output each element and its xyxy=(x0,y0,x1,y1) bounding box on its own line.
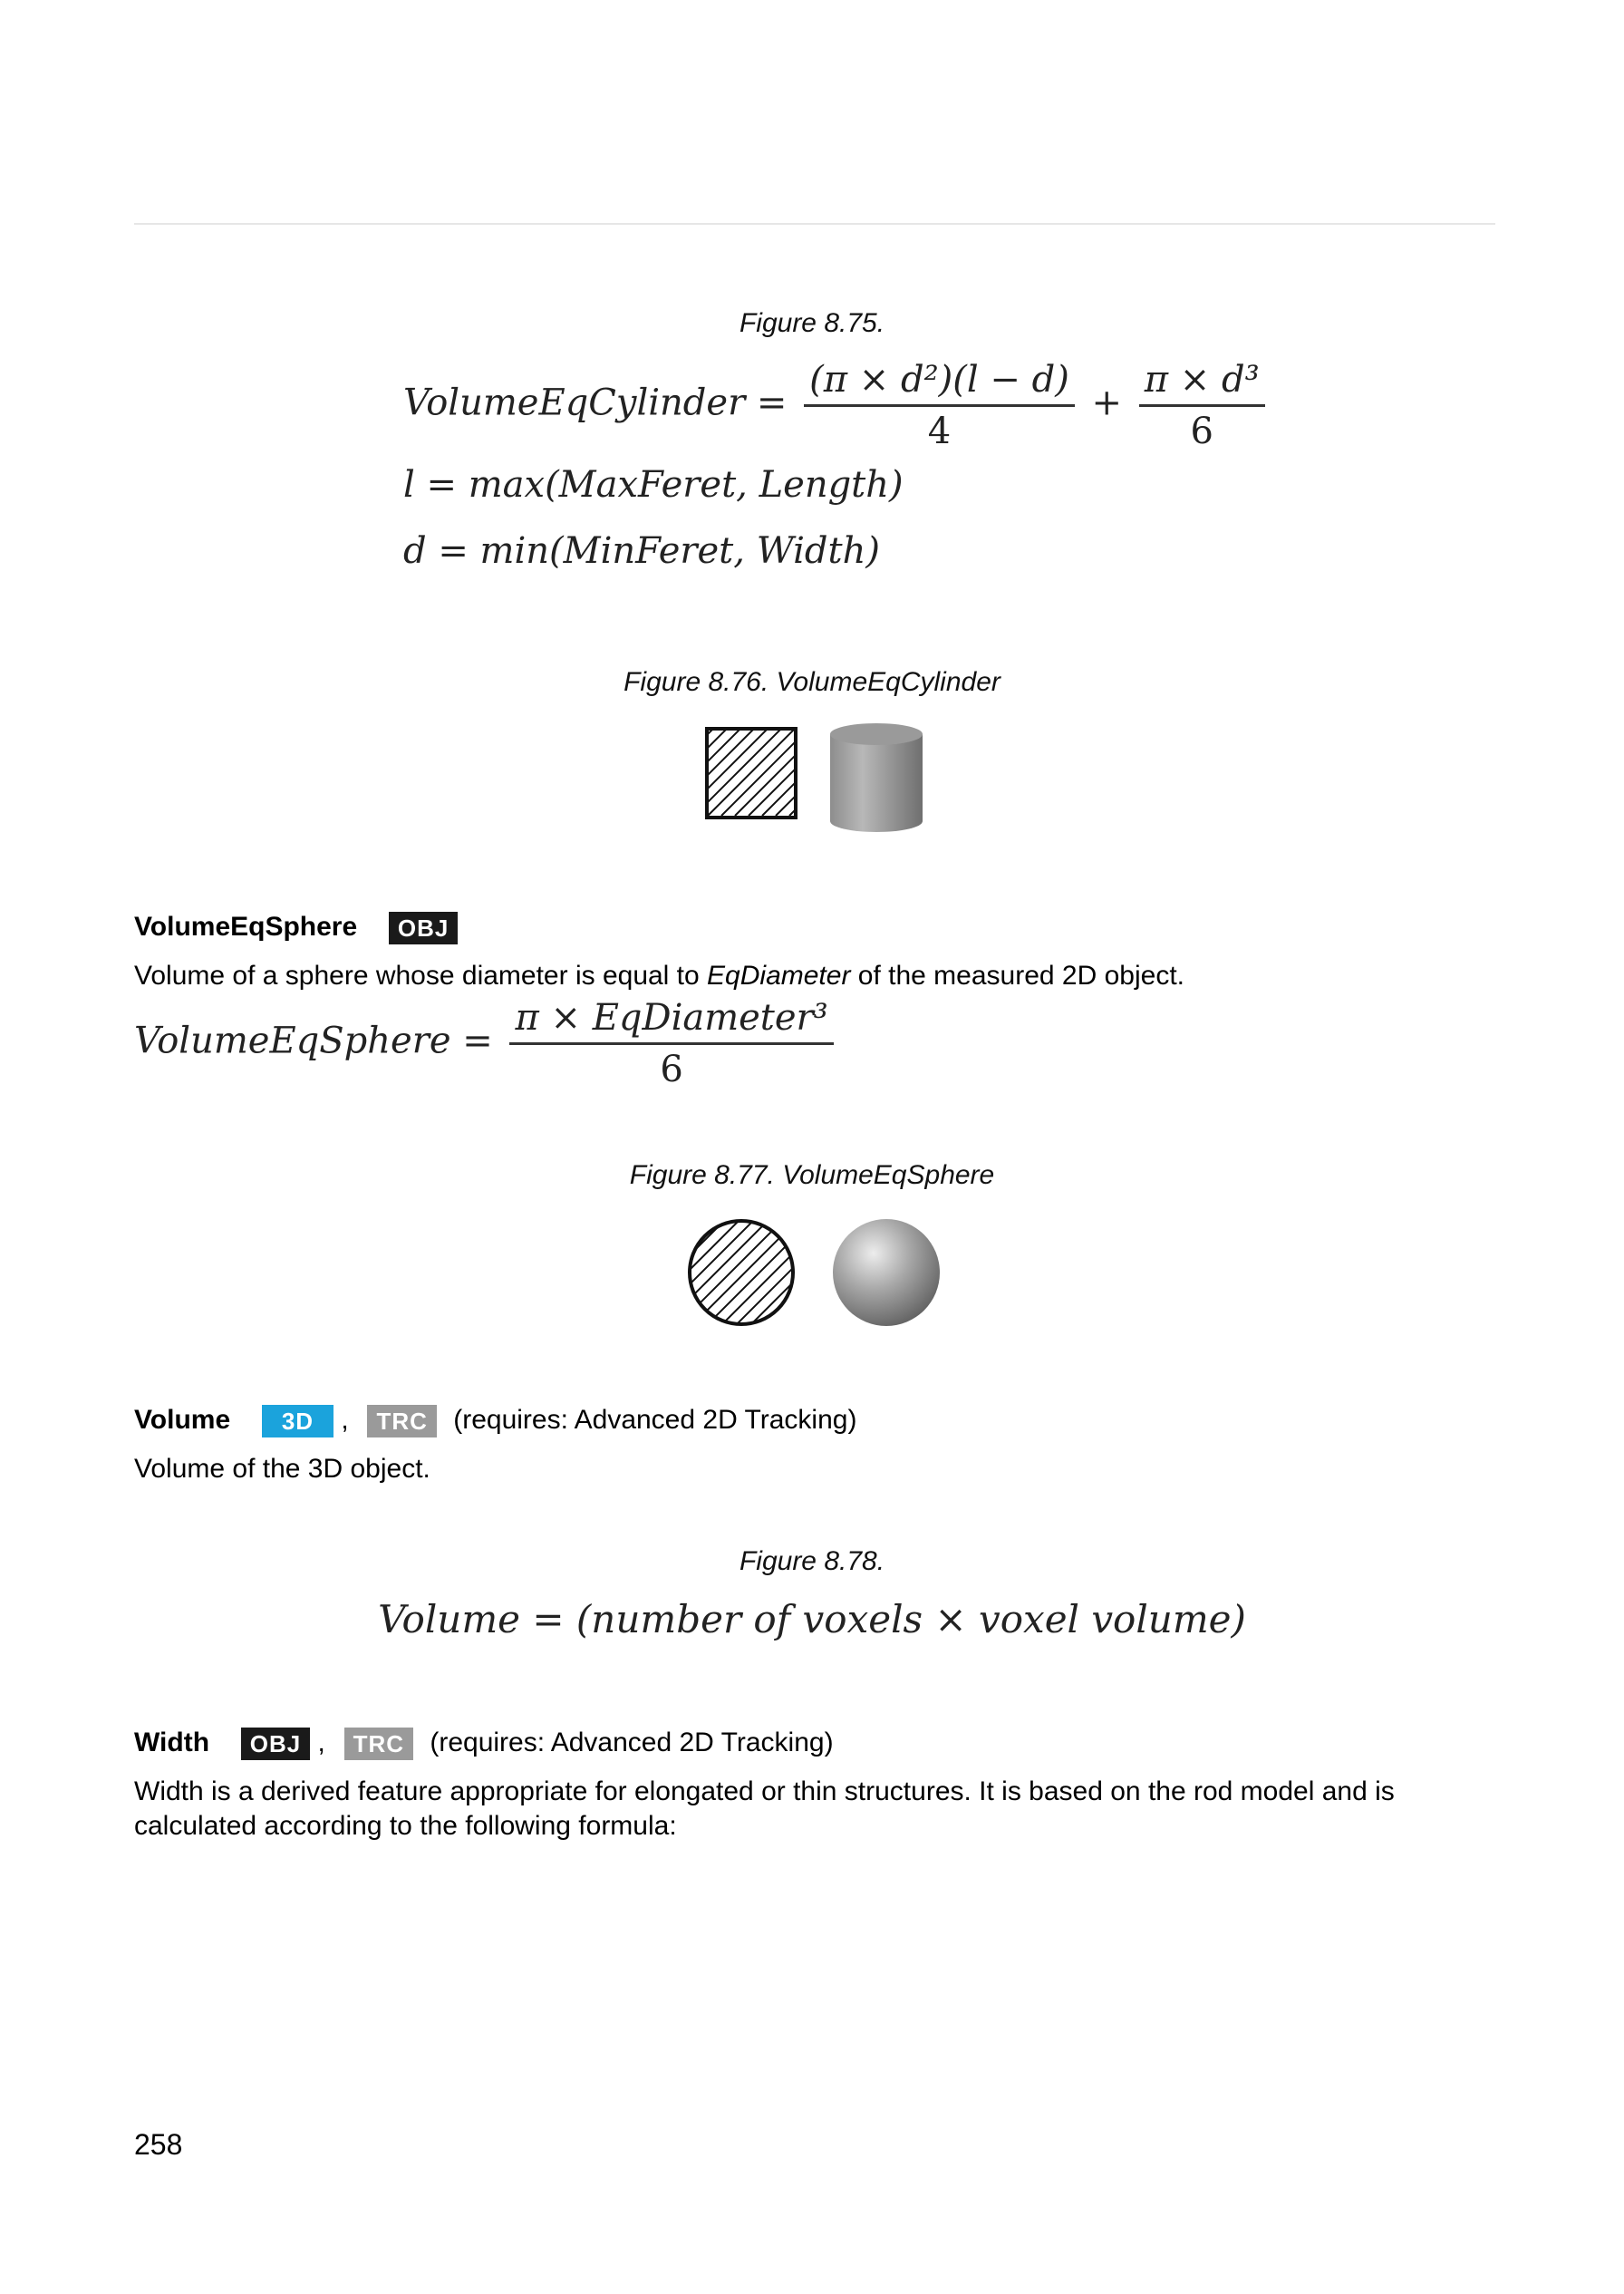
fraction-2-denominator: 6 xyxy=(1190,411,1213,452)
hatched-circle-icon xyxy=(685,1216,798,1329)
description-text-end: of the measured 2D object. xyxy=(850,961,1184,991)
cylinder-icon xyxy=(826,721,926,836)
fraction-2 xyxy=(1139,359,1265,452)
volume-eq-cylinder-formula xyxy=(403,359,1271,452)
formula-lhs: VolumeEqCylinder = xyxy=(403,382,788,424)
badge-separator: , xyxy=(317,1728,325,1757)
fraction-1 xyxy=(804,359,1075,452)
obj-badge: OBJ xyxy=(241,1728,310,1760)
width-description: Width is a derived feature appropriate for elongated or thin structures. It is based on the rod model and is calculated according to the following formula: xyxy=(134,1776,1395,1841)
page-number: 258 xyxy=(134,2128,183,2161)
fraction-1-denominator: 4 xyxy=(927,411,952,452)
volume-title: Volume xyxy=(134,1405,231,1435)
width-heading xyxy=(134,1728,834,1760)
sphere-fraction-numerator: π × EqDiameter³ xyxy=(509,997,833,1045)
figure-8-78-caption: Figure 8.78. xyxy=(739,1546,885,1576)
volume-eq-sphere-description xyxy=(134,959,1503,993)
volume-heading xyxy=(134,1405,856,1437)
fraction-2-numerator: π × d³ xyxy=(1139,359,1265,407)
header-rule xyxy=(134,223,1495,225)
sphere-icon xyxy=(830,1216,942,1329)
obj-badge: OBJ xyxy=(389,912,458,944)
formula-lhs: VolumeEqSphere = xyxy=(134,1020,493,1062)
badge-separator: , xyxy=(341,1405,349,1435)
figure-8-75-caption: Figure 8.75. xyxy=(739,308,885,338)
3d-badge: 3D xyxy=(262,1405,334,1437)
volume-eq-sphere-formula xyxy=(134,997,839,1090)
requires-note: (requires: Advanced 2D Tracking) xyxy=(430,1728,834,1757)
description-italic: EqDiameter xyxy=(707,961,851,991)
trc-badge: TRC xyxy=(344,1728,413,1760)
plus-sign: + xyxy=(1091,382,1123,424)
volume-eq-sphere-heading xyxy=(134,912,458,944)
volume-description: Volume of the 3D object. xyxy=(134,1454,430,1484)
volume-eq-sphere-title: VolumeEqSphere xyxy=(134,912,358,942)
requires-note: (requires: Advanced 2D Tracking) xyxy=(453,1405,857,1435)
volume-formula: Volume = (number of voxels × voxel volume) xyxy=(378,1597,1246,1641)
sphere-fraction xyxy=(509,997,833,1090)
formula-line-l: l = max(MaxFeret, Length) xyxy=(403,464,904,506)
fraction-1-numerator: (π × d²)(l − d) xyxy=(804,359,1075,407)
hatched-square-icon xyxy=(703,725,803,825)
width-title: Width xyxy=(134,1728,210,1757)
description-text: Volume of a sphere whose diameter is equal to xyxy=(134,961,708,991)
formula-line-d: d = min(MinFeret, Width) xyxy=(403,530,880,572)
sphere-fraction-denominator: 6 xyxy=(660,1049,683,1090)
figure-8-76-caption: Figure 8.76. VolumeEqCylinder xyxy=(624,667,1000,697)
figure-8-77-caption: Figure 8.77. VolumeEqSphere xyxy=(629,1160,995,1190)
trc-badge: TRC xyxy=(367,1405,436,1437)
